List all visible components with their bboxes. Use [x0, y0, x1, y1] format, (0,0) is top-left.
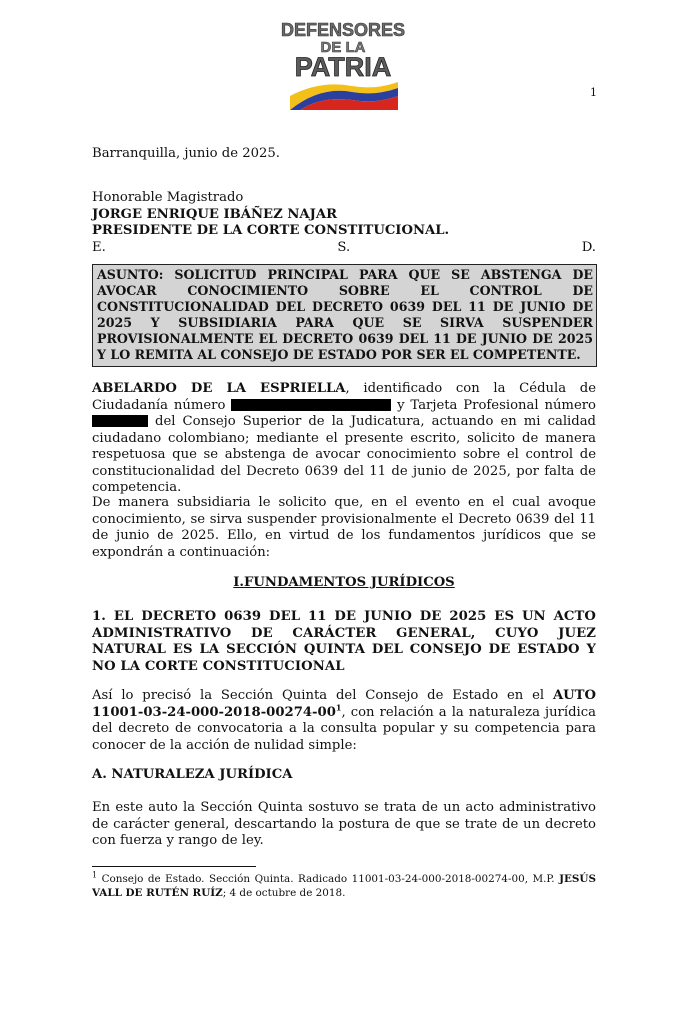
paragraph-auto: [92, 688, 596, 754]
logo-line-2: DE LA: [320, 39, 366, 56]
date-line: Barranquilla, junio de 2025.: [92, 146, 280, 161]
petitioner-name: ABELARDO DE LA ESPRIELLA: [92, 381, 346, 396]
paragraph-petition-part-1: , identificado con la Cédula de Ciudadanía número: [92, 381, 597, 413]
esd-e: E.: [92, 239, 106, 255]
logo-line-1: DEFENSORES: [280, 20, 406, 40]
footnote: [92, 872, 596, 900]
footnote-separator: [92, 866, 256, 867]
paragraph-subsidiary: De manera subsidiaria le solicito que, en el evento en el cual avoque conocimiento, se sirva suspender provisionalmente el Decreto 0639 del 11 de junio de 2025. Ello, en virtud de los fundamentos jurídicos que se expondrán a continuación:: [92, 495, 596, 560]
heading-2: A. NATURALEZA JURÍDICA: [92, 767, 293, 782]
auto-reference: AUTO 11001-03-24-000-2018-00274-00: [92, 688, 596, 720]
paragraph-petition: [92, 381, 596, 497]
footnote-ref[interactable]: 1: [335, 702, 342, 713]
esd-s: S.: [337, 239, 351, 255]
addressee-name: JORGE ENRIQUE IBÁÑEZ NAJAR: [92, 206, 338, 222]
salutation: Honorable Magistrado: [92, 190, 244, 205]
defensores-de-la-patria-logo: [280, 14, 406, 114]
paragraph-petition-part-2: y Tarjeta Profesional número: [391, 397, 596, 413]
footnote-judge: JESÚS VALL DE RUTÉN RUÍZ: [92, 873, 596, 899]
addressee-title: PRESIDENTE DE LA CORTE CONSTITUCIONAL.: [92, 223, 450, 238]
subject-box: ASUNTO: SOLICITUD PRINCIPAL PARA QUE SE ABSTENGA DE AVOCAR CONOCIMIENTO SOBRE EL CONTROL DE CONSTITUCIONALIDAD DEL DECRETO 0639 DEL 11 DE JUNIO DE 2025 Y SUBSIDIARIA PARA QUE SE SIRVA SUSPENDER PROVISIONALMENTE EL DECRETO 0639 DEL 11 DE JUNIO DE 2025 Y LO REMITA AL CONSEJO DE ESTADO POR SER EL COMPETENTE.: [92, 264, 597, 367]
heading-1: 1. EL DECRETO 0639 DEL 11 DE JUNIO DE 2025 ES UN ACTO ADMINISTRATIVO DE CARÁCTER GENERAL, CUYO JUEZ NATURAL ES LA SECCIÓN QUINTA DEL CONSEJO DE ESTADO Y NO LA CORTE CONSTITUCIONAL: [92, 609, 596, 674]
page-number: 1: [590, 86, 597, 99]
logo-line-3: PATRIA: [294, 52, 392, 82]
footnote-end: ; 4 de octubre de 2018.: [222, 887, 346, 899]
esd-line: [92, 240, 596, 257]
redacted-id-number: [231, 399, 391, 411]
paragraph-auto-part-1: Así lo precisó la Sección Quinta del Consejo de Estado en el: [92, 688, 553, 703]
addressee-block: [92, 190, 596, 256]
paragraph-nature: En este auto la Sección Quinta sostuvo se trata de un acto administrativo de carácter general, descartando la postura de que se trate de un decreto con fuerza y rango de ley.: [92, 800, 596, 848]
paragraph-petition-part-3: del Consejo Superior de la Judicatura, actuando en mi calidad ciudadano colombiano; mediante el presente escrito, solicito de manera respetuosa que se abstenga de avocar conocimiento sobre el control de constitucionalidad del Decreto 0639 del 11 de junio de 2025, por falta de competencia.: [92, 414, 596, 495]
logo-graphic: [280, 14, 406, 114]
footnote-text: Consejo de Estado. Sección Quinta. Radicado 11001-03-24-000-2018-00274-00, M.P.: [97, 873, 560, 885]
paragraph-auto-part-2: , con relación a la naturaleza jurídica del decreto de convocatoria a la consulta popular y su competencia para conocer de la acción de nulidad simple:: [92, 704, 596, 753]
esd-d: D.: [581, 239, 596, 255]
section-title: I.FUNDAMENTOS JURÍDICOS: [233, 575, 455, 590]
redacted-professional-card: [92, 415, 148, 427]
footnote-number: 1: [92, 870, 98, 880]
